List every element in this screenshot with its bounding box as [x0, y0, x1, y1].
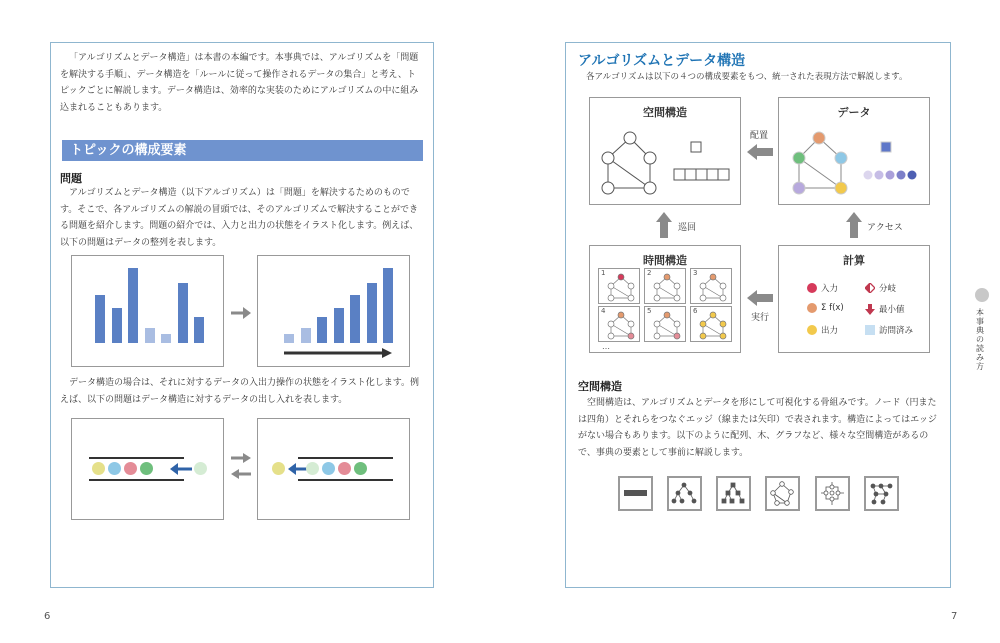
bar	[317, 317, 327, 343]
bar	[145, 328, 155, 343]
left-page-number: 6	[44, 611, 51, 622]
bar	[112, 308, 122, 343]
space-structure-heading: 空間構造	[578, 380, 622, 393]
sorted-bars-figure	[257, 255, 410, 367]
right-page-subtitle: 各アルゴリズムは以下の４つの構成要素をもつ、統一された表現方法で解説します。	[586, 72, 908, 82]
legend-min	[865, 303, 905, 315]
bar	[334, 308, 344, 343]
legend-min-label: 最小値	[879, 305, 905, 315]
data-box	[778, 97, 930, 205]
sort-direction-arrow-icon	[284, 348, 394, 358]
queue-item-blue	[108, 462, 121, 475]
label-access: アクセス	[867, 223, 903, 233]
problem-paragraph: アルゴリズムとデータ構造（以下アルゴリズム）は「問題」を解決するためのものです。そこで、各アルゴリズムの解説の冒頭では、そのアルゴリズムで解決することができる問題を紹介します。問題の紹介では、入力と出力の状態をイラスト化します。例えば、以下の問題はデータの整列を表します。	[60, 188, 419, 248]
section-heading-components: トピックの構成要素	[62, 140, 423, 161]
legend-sigma-label: Σ f(x)	[821, 303, 844, 313]
time-step-number: 5	[647, 307, 652, 315]
left-arrow-icon	[747, 144, 773, 160]
time-structure-box	[589, 245, 741, 353]
queue-after-figure	[257, 418, 410, 520]
sigma-dot-icon	[807, 303, 817, 313]
right-page-title: アルゴリズムとデータ構造	[578, 53, 746, 69]
space-structure-paragraph: 空間構造は、アルゴリズムとデータを形にして可視化する骨組みです。ノード（円または四角）とそれらをつなぐエッジ（線または矢印）で表されます。構造によってはエッジがない場合もあります。以下のように配列、木、グラフなど、様々な空間構造があるので、事典の要素として事前に解説します。	[578, 398, 937, 458]
swap-arrows-icon	[229, 452, 253, 480]
bar	[301, 328, 311, 343]
queue-before-figure	[71, 418, 224, 520]
heap-icon	[716, 476, 751, 511]
bar	[383, 268, 393, 343]
incoming-item	[194, 462, 207, 475]
bar	[367, 283, 377, 343]
right-arrow-icon	[229, 305, 253, 321]
queue-item-green	[140, 462, 153, 475]
time-step-number: 6	[693, 307, 698, 315]
mini-graph-diagram	[645, 307, 687, 343]
bar	[161, 334, 171, 343]
mini-graph-diagram	[691, 307, 733, 343]
bar	[284, 334, 294, 343]
bar	[128, 268, 138, 343]
time-step-cell	[644, 306, 686, 342]
time-step-number: 3	[693, 269, 698, 277]
bar	[194, 317, 204, 343]
legend-branch	[865, 282, 896, 294]
input-dot-icon	[807, 283, 817, 293]
side-tab-label: 本事典の読み方	[976, 308, 984, 371]
queue-item-pink	[124, 462, 137, 475]
visited-square-icon	[865, 325, 875, 335]
time-step-cell	[690, 306, 732, 342]
queue-top-line	[89, 457, 184, 459]
side-tab-marker	[975, 288, 989, 302]
queue-item-yellow	[92, 462, 105, 475]
tree-icon	[667, 476, 702, 511]
left-arrow-icon	[747, 290, 773, 306]
queue-item-pink	[338, 462, 351, 475]
bar	[350, 295, 360, 343]
mini-graph-diagram	[599, 269, 641, 305]
legend-sigma	[807, 303, 844, 313]
label-traverse: 巡回	[678, 223, 697, 233]
legend-output	[807, 324, 838, 336]
data-structure-paragraph: データ構造の場合は、それに対するデータの入出力操作の状態をイラスト化します。例えば、以下の問題はデータ構造に対するデータの出し入れを表します。	[60, 378, 420, 405]
enqueue-arrow-icon	[170, 463, 192, 475]
label-place: 配置	[750, 131, 769, 141]
mini-graph-diagram	[599, 307, 641, 343]
branch-diamond-icon	[865, 283, 875, 293]
down-arrow-icon	[865, 304, 875, 315]
space-structure-title: 空間構造	[643, 106, 687, 119]
time-step-cell	[598, 306, 640, 342]
right-page-number: 7	[951, 611, 958, 622]
time-structure-title: 時間構造	[643, 254, 687, 267]
grid-graph-icon	[815, 476, 850, 511]
up-arrow-icon	[846, 212, 862, 238]
time-step-grid	[598, 268, 732, 342]
queue-item-blue	[322, 462, 335, 475]
label-execute: 実行	[751, 313, 770, 323]
bar	[95, 295, 105, 343]
time-step-cell	[644, 268, 686, 304]
space-graph-diagram	[590, 98, 742, 206]
mini-graph-diagram	[645, 269, 687, 305]
problem-heading: 問題	[60, 172, 82, 185]
queue-top-line	[298, 457, 393, 459]
array-icon	[618, 476, 653, 511]
legend-branch-label: 分岐	[879, 284, 897, 294]
time-step-number: 2	[647, 269, 652, 277]
up-arrow-icon	[656, 212, 672, 238]
legend-input	[807, 282, 838, 294]
queue-bottom-line	[298, 479, 393, 481]
time-step-cell	[598, 268, 640, 304]
intro-paragraph: 「アルゴリズムとデータ構造」は本書の本編です。本事典では、アルゴリズムを「問題を解決する手順」、データ構造を「ルールに従って操作されるデータの集合」と考え、トピックごとに解説します。データ構造は、効率的な実装のためにアルゴリズムの中に組み込まれることもあります。	[60, 53, 419, 113]
mini-graph-diagram	[691, 269, 733, 305]
legend-visited-label: 訪問済み	[879, 326, 914, 336]
calc-box	[778, 245, 930, 353]
output-dot-icon	[807, 325, 817, 335]
data-graph-diagram	[779, 98, 931, 206]
queue-item-lightgreen	[306, 462, 319, 475]
time-step-number: 1	[601, 269, 606, 277]
data-box-title: データ	[837, 106, 871, 119]
time-more-indicator: …	[602, 342, 610, 351]
legend-visited	[865, 324, 913, 336]
time-step-number: 4	[601, 307, 606, 315]
queue-item-green	[354, 462, 367, 475]
space-structure-box	[589, 97, 741, 205]
legend-output-label: 出力	[821, 326, 839, 336]
unsorted-bars-figure	[71, 255, 224, 367]
time-step-cell	[690, 268, 732, 304]
dequeued-item	[272, 462, 285, 475]
graph-icon	[765, 476, 800, 511]
legend-input-label: 入力	[821, 284, 839, 294]
calc-box-title: 計算	[843, 254, 865, 267]
bar	[178, 283, 188, 343]
network-icon	[864, 476, 899, 511]
queue-bottom-line	[89, 479, 184, 481]
